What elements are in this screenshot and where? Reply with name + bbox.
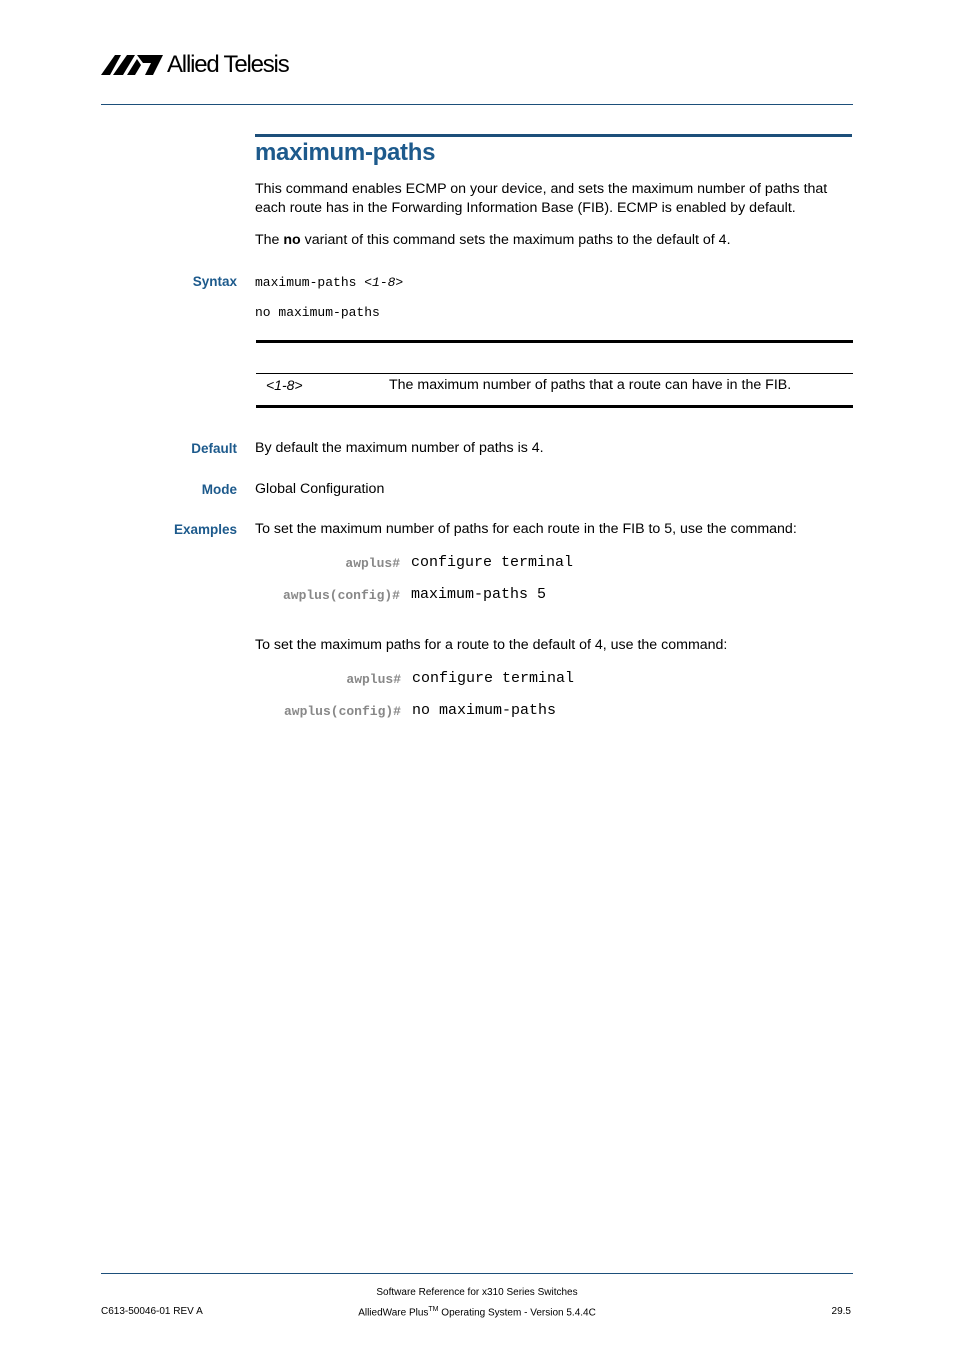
- example-1-command-1: configure terminal: [411, 554, 574, 571]
- no-variant-prefix: The: [255, 232, 284, 248]
- footer-title: Software Reference for x310 Series Switches: [376, 1287, 578, 1298]
- syntax-parameter: <1-8>: [364, 275, 404, 290]
- page-number: 29.5: [831, 1306, 851, 1317]
- example-1-prompt-2: awplus(config)#: [282, 588, 400, 603]
- syntax-label: Syntax: [192, 274, 237, 289]
- example-1-command-2: maximum-paths 5: [411, 586, 547, 603]
- example-2-command-2: no maximum-paths: [412, 702, 557, 719]
- footer-trademark: TM: [428, 1306, 439, 1313]
- footer-product-name: AlliedWare Plus: [358, 1307, 429, 1319]
- no-variant-paragraph: [255, 231, 855, 250]
- page-title: maximum-paths: [255, 139, 436, 166]
- header-rule: [101, 104, 853, 105]
- brand-name: Allied Telesis: [167, 51, 289, 78]
- no-keyword: no: [283, 232, 301, 248]
- footer-product: [0, 1306, 954, 1318]
- param-name: <1-8>: [266, 377, 303, 393]
- mode-label: Mode: [201, 482, 237, 497]
- param-description: The maximum number of paths that a route can have in the FIB.: [389, 377, 792, 393]
- example-2-prompt-1: awplus#: [346, 672, 401, 687]
- footer-version: Operating System - Version 5.4.4C: [438, 1307, 596, 1319]
- table-bottom-rule: [256, 405, 853, 408]
- example-2-prompt-2: awplus(config)#: [283, 704, 401, 719]
- examples-label: Examples: [173, 522, 237, 537]
- table-top-rule: [256, 340, 853, 343]
- example-2-text: To set the maximum paths for a route to the default of 4, use the command:: [255, 637, 728, 653]
- example-1-text: To set the maximum number of paths for each route in the FIB to 5, use the command:: [255, 521, 797, 537]
- intro-paragraph: This command enables ECMP on your device, and sets the maximum number of paths that each route has in the Forwarding Information Base (FIB). ECMP is enabled by default.: [255, 181, 828, 216]
- example-2-command-1: configure terminal: [412, 670, 575, 687]
- footer-doc-id: C613-50046-01 REV A: [101, 1306, 203, 1317]
- no-variant-suffix: variant of this command sets the maximum paths to the default of 4.: [300, 232, 731, 248]
- title-rule: [255, 134, 852, 137]
- company-logo: [101, 52, 301, 78]
- default-label: Default: [191, 441, 237, 456]
- table-header-rule: [256, 373, 853, 374]
- syntax-line-1: [255, 275, 403, 290]
- syntax-line-2: no maximum-paths: [255, 305, 380, 320]
- footer-rule: [101, 1273, 853, 1274]
- logo-mark-icon: [101, 53, 165, 77]
- default-text: By default the maximum number of paths is 4.: [255, 440, 544, 456]
- syntax-command: maximum-paths: [255, 275, 365, 290]
- mode-text: Global Configuration: [255, 481, 385, 497]
- example-1-prompt-1: awplus#: [345, 556, 400, 571]
